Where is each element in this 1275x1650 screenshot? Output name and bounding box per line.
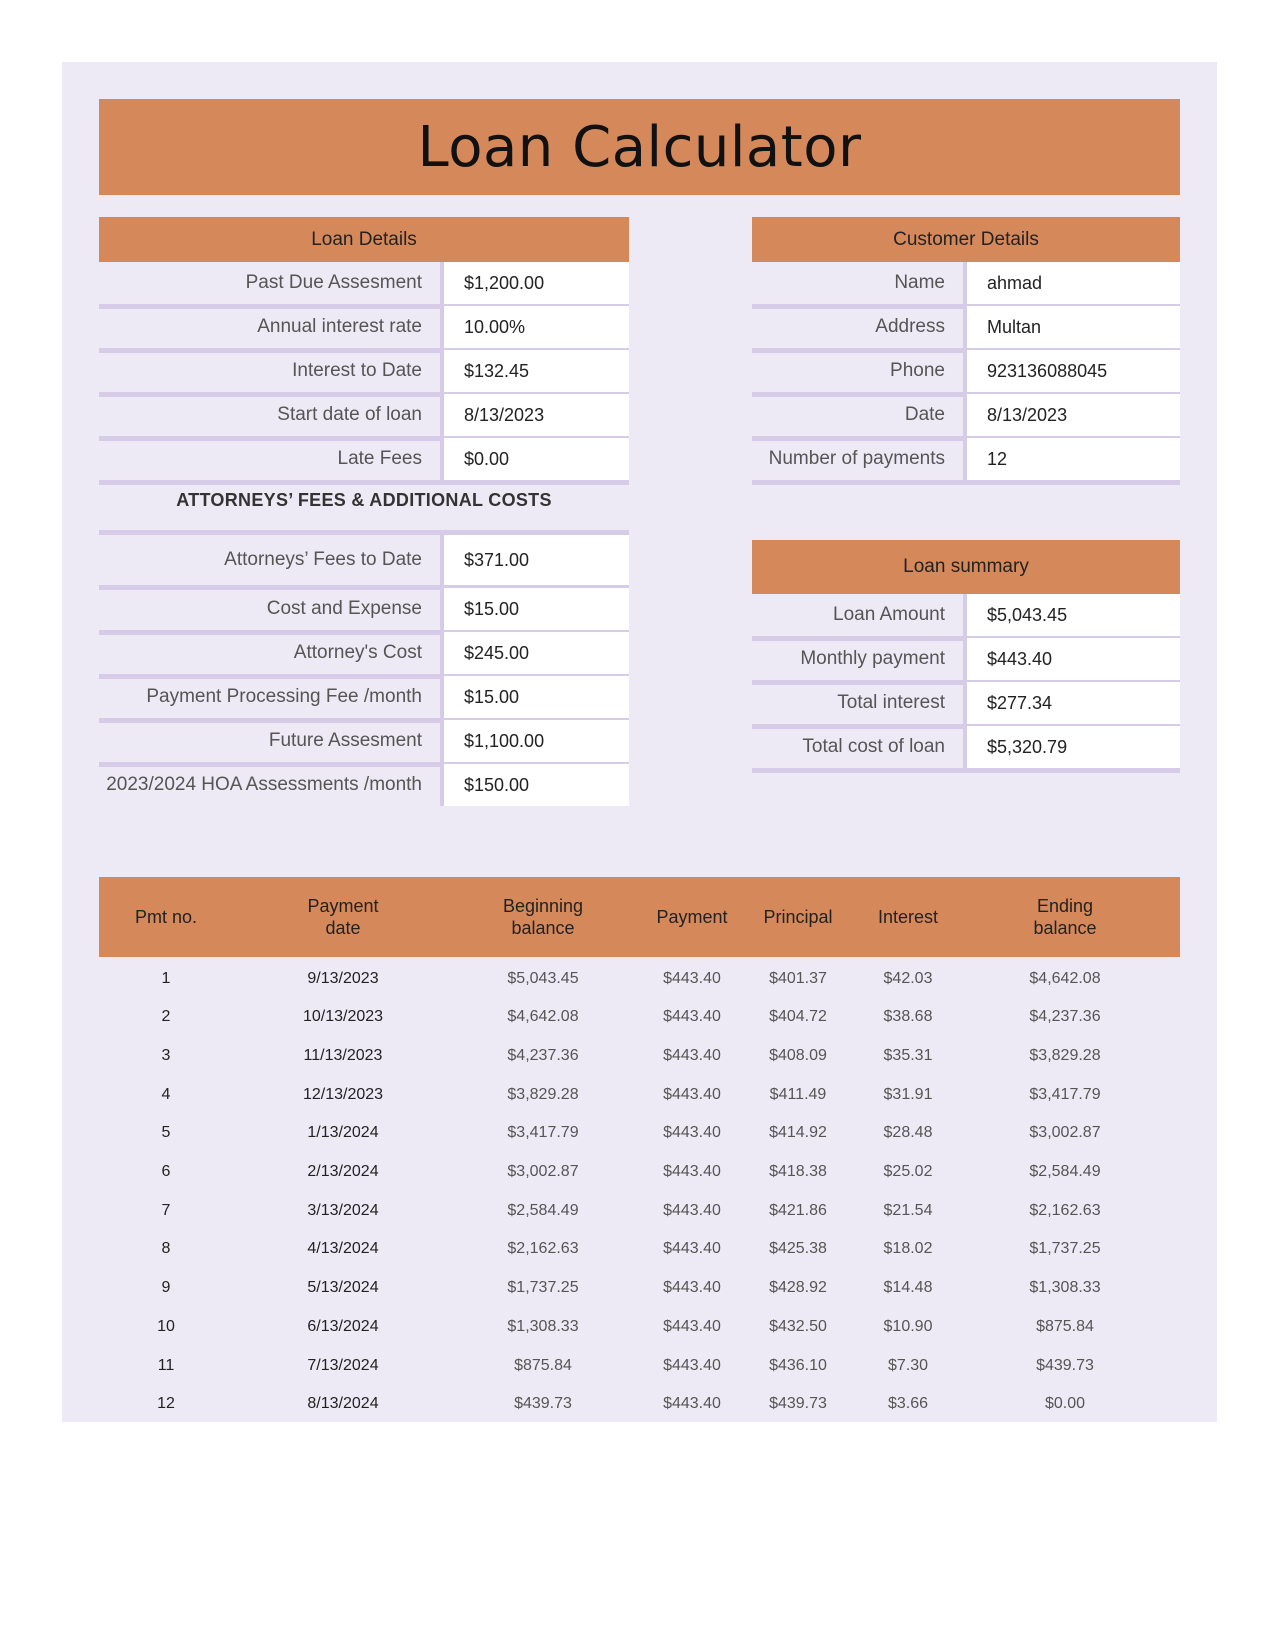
schedule-column-header: Interest [877, 907, 939, 927]
schedule-row [99, 1307, 1180, 1346]
loan-details-label: Past Due Assesment [245, 272, 422, 293]
schedule-cell: $4,642.08 [507, 1008, 579, 1026]
attorney-fees-label: Attorney's Cost [293, 642, 422, 663]
schedule-cell: 7/13/2024 [307, 1356, 379, 1374]
loan-summary-value[interactable]: $277.34 [967, 682, 1180, 724]
loan-summary-value[interactable]: $5,320.79 [967, 726, 1180, 768]
schedule-cell: 12 [157, 1395, 175, 1413]
loan-summary-row [752, 638, 1180, 680]
loan-details-header [99, 217, 629, 262]
loan-summary-header [752, 540, 1180, 594]
loan-summary-row [752, 726, 1180, 768]
loan-summary-row-separator [752, 768, 1180, 773]
schedule-cell: 4 [161, 1085, 171, 1103]
schedule-cell: 12/13/2023 [302, 1085, 384, 1103]
loan-calculator-sheet [62, 62, 1217, 1422]
customer-details-value[interactable]: 12 [967, 438, 1180, 480]
schedule-cell: $443.40 [663, 1124, 721, 1142]
schedule-cell: 8/13/2024 [307, 1395, 379, 1413]
loan-summary-header-label: Loan summary [903, 556, 1029, 577]
page-title: Loan Calculator [417, 114, 862, 180]
loan-details-row [99, 394, 629, 436]
attorney-fees-label: Future Assesment [268, 730, 422, 751]
schedule-cell: $421.86 [769, 1201, 827, 1219]
schedule-cell: 1/13/2024 [307, 1124, 379, 1142]
loan-summary-label: Total cost of loan [802, 736, 945, 757]
schedule-cell: $3.66 [887, 1395, 929, 1413]
schedule-cell: $1,737.25 [507, 1279, 579, 1297]
loan-details-label: Start date of loan [277, 404, 422, 425]
loan-summary-value[interactable]: $443.40 [967, 638, 1180, 680]
attorney-fees-label: Payment Processing Fee /month [146, 686, 422, 707]
schedule-column-header: Payment date [307, 896, 379, 938]
schedule-cell: $1,308.33 [1029, 1279, 1101, 1297]
loan-details-header-label: Loan Details [311, 228, 417, 250]
schedule-cell: $443.40 [663, 1395, 721, 1413]
schedule-cell: 3/13/2024 [307, 1201, 379, 1219]
schedule-cell: $18.02 [883, 1240, 933, 1258]
attorney-fees-value[interactable]: $15.00 [444, 676, 629, 718]
schedule-row [99, 1385, 1180, 1424]
schedule-cell: $38.68 [883, 1008, 933, 1026]
customer-details-label: Date [904, 404, 945, 425]
schedule-cell: $5,043.45 [507, 969, 579, 987]
schedule-cell: $3,002.87 [507, 1163, 579, 1180]
schedule-cell: $35.31 [883, 1046, 933, 1064]
schedule-cell: $28.48 [883, 1124, 933, 1142]
schedule-row [99, 1346, 1180, 1385]
loan-details-row [99, 350, 629, 392]
attorney-fees-label: 2023/2024 HOA Assessments /month [106, 774, 422, 795]
schedule-row [99, 1269, 1180, 1308]
schedule-cell: 5/13/2024 [307, 1279, 379, 1297]
loan-summary-label: Total interest [837, 692, 945, 713]
attorney-fees-row [99, 632, 629, 674]
schedule-cell: 4/13/2024 [307, 1240, 379, 1258]
loan-details-value[interactable]: 10.00% [444, 306, 629, 348]
schedule-cell: $1,737.25 [1029, 1240, 1101, 1258]
schedule-cell: 6/13/2024 [307, 1317, 379, 1335]
loan-summary-value[interactable]: $5,043.45 [967, 594, 1180, 636]
schedule-row [99, 1191, 1180, 1230]
attorney-fees-label: Attorneys’ Fees to Date [224, 549, 422, 570]
schedule-cell: $425.38 [769, 1240, 827, 1258]
loan-details-row [99, 262, 629, 304]
customer-details-row [752, 438, 1180, 480]
loan-details-row [99, 306, 629, 348]
loan-details-value[interactable]: $0.00 [444, 438, 629, 480]
title-bar [99, 99, 1180, 195]
schedule-cell: $2,162.63 [507, 1240, 579, 1258]
schedule-cell: 3 [161, 1046, 171, 1064]
customer-details-label: Name [894, 272, 945, 293]
schedule-cell: 6 [161, 1163, 171, 1180]
schedule-cell: $1,308.33 [507, 1317, 579, 1335]
schedule-cell: $3,829.28 [1029, 1046, 1101, 1064]
schedule-cell: $0.00 [1044, 1395, 1086, 1413]
loan-summary-row [752, 682, 1180, 724]
schedule-cell: $21.54 [883, 1201, 933, 1219]
schedule-cell: $443.40 [663, 1240, 721, 1258]
loan-details-value[interactable]: 8/13/2023 [444, 394, 629, 436]
attorney-fees-row [99, 676, 629, 718]
schedule-column-header: Beginning balance [502, 896, 584, 938]
schedule-cell: $443.40 [663, 969, 721, 987]
schedule-cell: 10 [157, 1317, 175, 1335]
schedule-cell: $432.50 [769, 1317, 827, 1335]
schedule-cell: 8 [161, 1240, 171, 1258]
attorney-fees-value[interactable]: $150.00 [444, 764, 629, 806]
schedule-column-header: Payment [656, 907, 728, 927]
schedule-cell: 5 [161, 1124, 171, 1142]
attorney-fees-heading: ATTORNEYS’ FEES & ADDITIONAL COSTS [176, 490, 552, 510]
schedule-column-header: Principal [763, 907, 833, 927]
schedule-cell: $42.03 [883, 969, 933, 987]
schedule-cell: $4,237.36 [507, 1046, 579, 1064]
loan-details-label: Interest to Date [292, 360, 422, 381]
loan-details-label: Late Fees [337, 448, 422, 469]
schedule-cell: $25.02 [883, 1163, 933, 1180]
customer-details-value[interactable]: 8/13/2023 [967, 394, 1180, 436]
schedule-cell: 11/13/2023 [303, 1046, 383, 1064]
attorney-fees-value[interactable]: $15.00 [444, 588, 629, 630]
attorney-fees-row [99, 720, 629, 762]
schedule-cell: $436.10 [769, 1356, 827, 1374]
customer-details-label: Phone [890, 360, 945, 381]
schedule-row [99, 1230, 1180, 1269]
schedule-cell: $443.40 [663, 1008, 721, 1026]
schedule-cell: $439.73 [514, 1395, 572, 1413]
schedule-cell: $2,584.49 [507, 1201, 579, 1219]
schedule-cell: $443.40 [663, 1085, 721, 1103]
schedule-cell: $3,829.28 [507, 1085, 579, 1103]
schedule-cell: $31.91 [883, 1085, 933, 1103]
loan-details-row-separator [99, 480, 629, 485]
schedule-cell: $443.40 [663, 1279, 721, 1297]
customer-details-label: Number of payments [768, 448, 945, 469]
schedule-cell: $411.49 [769, 1085, 827, 1103]
attorney-fees-label: Cost and Expense [266, 598, 422, 619]
attorney-fees-row [99, 764, 629, 806]
schedule-cell: $439.73 [769, 1395, 827, 1413]
attorney-fees-value[interactable]: $1,100.00 [444, 720, 629, 762]
schedule-cell: $3,002.87 [1029, 1124, 1101, 1142]
schedule-column-header: Ending balance [1033, 896, 1097, 938]
customer-details-header [752, 217, 1180, 262]
schedule-cell: $3,417.79 [1029, 1085, 1101, 1103]
schedule-cell: 2 [161, 1008, 171, 1026]
schedule-cell: $443.40 [663, 1201, 721, 1219]
schedule-row [99, 1153, 1180, 1192]
customer-details-row-separator [752, 480, 1180, 485]
loan-summary-label: Loan Amount [833, 604, 945, 625]
schedule-row [99, 959, 1180, 998]
schedule-cell: $443.40 [663, 1317, 721, 1335]
attorney-fees-value[interactable]: $371.00 [444, 535, 629, 585]
schedule-cell: 9 [161, 1279, 171, 1297]
schedule-cell: 9/13/2023 [307, 969, 379, 987]
schedule-cell: $7.30 [887, 1356, 929, 1374]
loan-summary-row [752, 594, 1180, 636]
schedule-cell: $443.40 [663, 1046, 721, 1064]
customer-details-value[interactable]: Multan [967, 306, 1180, 348]
loan-details-label: Annual interest rate [257, 316, 422, 337]
schedule-cell: 2/13/2024 [307, 1163, 379, 1180]
customer-details-header-label: Customer Details [893, 228, 1039, 250]
attorney-fees-row [99, 588, 629, 630]
schedule-row [99, 1036, 1180, 1075]
schedule-cell: $3,417.79 [507, 1124, 579, 1142]
schedule-row [99, 1075, 1180, 1114]
schedule-row [99, 1114, 1180, 1153]
schedule-cell: $4,237.36 [1029, 1008, 1101, 1026]
schedule-cell: $10.90 [883, 1317, 933, 1335]
schedule-cell: $875.84 [514, 1356, 572, 1374]
schedule-cell: 10/13/2023 [302, 1008, 384, 1026]
schedule-cell: $443.40 [663, 1356, 721, 1374]
schedule-header [99, 877, 1180, 957]
attorney-fees-row [99, 535, 629, 585]
schedule-column-header: Pmt no. [134, 907, 198, 927]
schedule-cell: $408.09 [769, 1046, 827, 1064]
loan-details-value[interactable]: $132.45 [444, 350, 629, 392]
schedule-cell: $401.37 [769, 969, 827, 987]
schedule-cell: 7 [161, 1201, 171, 1219]
schedule-cell: $2,584.49 [1029, 1163, 1101, 1180]
loan-details-value[interactable]: $1,200.00 [444, 262, 629, 304]
schedule-cell: $418.38 [769, 1163, 827, 1180]
schedule-cell: $414.92 [769, 1124, 827, 1142]
customer-details-row [752, 350, 1180, 392]
schedule-cell: $2,162.63 [1029, 1201, 1101, 1219]
customer-details-value[interactable]: ahmad [967, 262, 1180, 304]
customer-details-label: Address [875, 316, 945, 337]
customer-details-row [752, 306, 1180, 348]
schedule-cell: $428.92 [769, 1279, 827, 1297]
schedule-cell: $14.48 [883, 1279, 933, 1297]
schedule-cell: $404.72 [769, 1008, 827, 1026]
schedule-cell: 11 [157, 1356, 175, 1374]
schedule-cell: $439.73 [1036, 1356, 1094, 1374]
schedule-cell: $875.84 [1036, 1317, 1094, 1335]
schedule-cell: $4,642.08 [1029, 969, 1101, 987]
attorney-fees-value[interactable]: $245.00 [444, 632, 629, 674]
schedule-row [99, 998, 1180, 1037]
customer-details-value[interactable]: 923136088045 [967, 350, 1180, 392]
schedule-cell: 1 [161, 969, 171, 987]
loan-details-row [99, 438, 629, 480]
schedule-cell: $443.40 [663, 1163, 721, 1180]
loan-summary-label: Monthly payment [800, 648, 945, 669]
customer-details-row [752, 394, 1180, 436]
customer-details-row [752, 262, 1180, 304]
